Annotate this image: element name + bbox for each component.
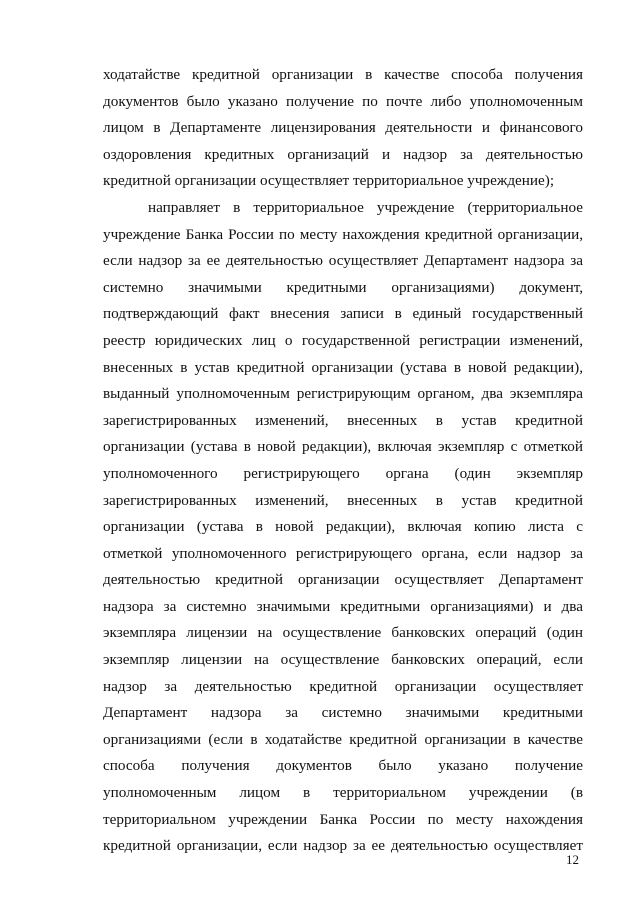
text-line-9: системно значимыми кредитными организациями) документ, bbox=[103, 278, 583, 296]
text-line-26: организациями (если в ходатайстве кредитной организации в качестве bbox=[103, 730, 583, 748]
text-line-18: организации (устава в новой редакции), включая копию листа с bbox=[103, 518, 583, 536]
text-line-13: выданный уполномоченным регистрирующим органом, два экземпляра bbox=[103, 385, 583, 403]
text-line-10: подтверждающий факт внесения записи в единый государственный bbox=[103, 305, 583, 323]
text-line-21: надзора за системно значимыми кредитными организациями) и два bbox=[103, 597, 583, 615]
text-line-3: лицом в Департаменте лицензирования деятельности и финансового bbox=[103, 119, 583, 137]
text-line-25: Департамент надзора за системно значимыми кредитными bbox=[103, 704, 583, 722]
text-line-20: деятельностью кредитной организации осуществляет Департамент bbox=[103, 571, 583, 589]
text-line-23: экземпляр лицензии на осуществление банковских операций, если bbox=[103, 651, 583, 669]
text-line-11: реестр юридических лиц о государственной регистрации изменений, bbox=[103, 331, 583, 349]
text-line-7: учреждение Банка России по месту нахождения кредитной организации, bbox=[103, 225, 583, 243]
text-line-4: оздоровления кредитных организаций и надзор за деятельностью bbox=[103, 145, 583, 163]
text-line-5: кредитной организации осуществляет территориальное учреждение); bbox=[103, 172, 555, 190]
text-line-14: зарегистрированных изменений, внесенных в устав кредитной bbox=[103, 411, 583, 429]
text-line-27: способа получения документов было указано получение bbox=[103, 757, 583, 775]
text-line-28: уполномоченным лицом в территориальном учреждении (в bbox=[103, 784, 583, 802]
text-line-16: уполномоченного регистрирующего органа (один экземпляр bbox=[103, 464, 583, 482]
document-body bbox=[103, 62, 583, 860]
text-line-6: направляет в территориальное учреждение (территориальное bbox=[148, 198, 583, 216]
text-line-1: ходатайстве кредитной организации в качестве способа получения bbox=[103, 66, 583, 83]
text-line-8: если надзор за ее деятельностью осуществляет Департамент надзора за bbox=[103, 252, 583, 270]
text-line-17: зарегистрированных изменений, внесенных в устав кредитной bbox=[103, 491, 583, 509]
text-line-29: территориальном учреждении Банка России по месту нахождения bbox=[103, 810, 583, 828]
text-line-12: внесенных в устав кредитной организации (устава в новой редакции), bbox=[103, 358, 583, 376]
text-line-24: надзор за деятельностью кредитной организации осуществляет bbox=[103, 677, 583, 695]
page-number: 12 bbox=[566, 852, 579, 867]
text-line-2: документов было указано получение по почте либо уполномоченным bbox=[103, 92, 583, 110]
text-line-15: организации (устава в новой редакции), включая экземпляр с отметкой bbox=[103, 438, 583, 456]
text-line-30: кредитной организации, если надзор за ее деятельностью осуществляет bbox=[103, 837, 583, 855]
text-line-19: отметкой уполномоченного регистрирующего органа, если надзор за bbox=[103, 544, 583, 562]
text-line-22: экземпляра лицензии на осуществление банковских операций (один bbox=[103, 624, 583, 642]
